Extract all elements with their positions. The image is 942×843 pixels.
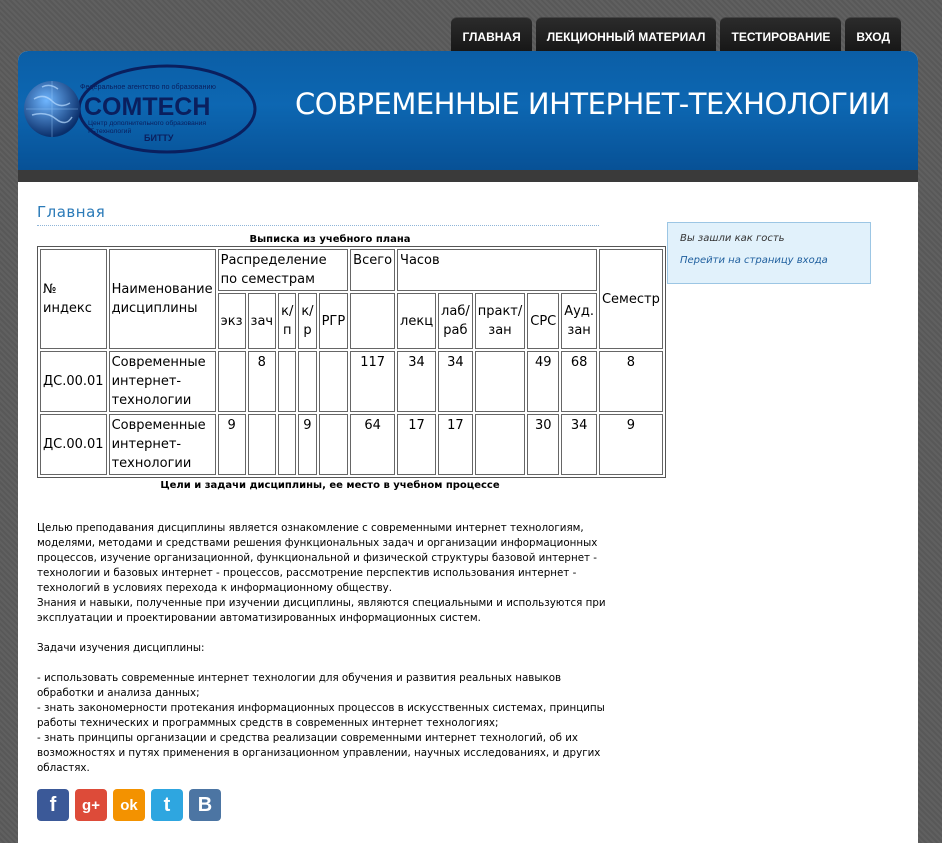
social-share-bar — [37, 789, 604, 821]
cell-exam — [218, 351, 246, 412]
tasks-title: Задачи изучения дисциплины: — [37, 642, 205, 654]
cell-kr: 9 — [298, 414, 316, 475]
subheader-cell: экз — [218, 293, 246, 349]
task-item: - знать закономерности протекания информационных процессов в искусственных системах, принципы работы технических и программных средств в современных интернет технологиях; — [37, 702, 605, 729]
cell-rgr — [319, 414, 349, 475]
cell-kr — [298, 351, 316, 412]
twitter-icon[interactable]: t — [151, 789, 183, 821]
cell-srs: 30 — [527, 414, 559, 475]
page-heading: Главная — [37, 203, 599, 226]
cell-kp — [278, 414, 296, 475]
description-paragraph: Целью преподавания дисциплины является ознакомление с современными интернет технологиям, моделями, методами и средствами решения функциональных задач и организации информационных процессов, изучение организационной, функциональной и физической структуры базовой интернет - технологии и базовых интернет - процессов, рассмотрение перспектив использования интернет - технологий в условиях перехода к информационному обществу. — [37, 522, 598, 594]
task-item: - знать принципы организации и средства реализации современными интернет технологий, об их возможностях и путях применения в организационном управлении, научных исследованиях, и других областях. — [37, 732, 601, 774]
table-caption: Выписка из учебного плана — [249, 234, 411, 245]
cell-lect: 34 — [397, 351, 436, 412]
cell-srs: 49 — [527, 351, 559, 412]
nav-tab-home[interactable]: ГЛАВНАЯ — [451, 17, 531, 53]
cell-pract — [475, 414, 526, 475]
main-content — [37, 203, 660, 821]
comtech-logo[interactable] — [22, 63, 258, 155]
cell-aud: 34 — [561, 414, 597, 475]
svg-text:Федеральное агентство по образ: Федеральное агентство по образованию — [80, 82, 216, 91]
svg-text:COMTECH: COMTECH — [84, 93, 211, 121]
description-paragraph: Знания и навыки, полученные при изучении дисциплины, являются специальными и используются при эксплуатации и проектировании автоматизированных информационных систем. — [37, 597, 606, 624]
page-container — [18, 51, 918, 843]
cell-index: ДС.00.01 — [40, 351, 107, 412]
goals-caption: Цели и задачи дисциплины, ее место в учебном процессе — [160, 480, 500, 491]
cell-index: ДС.00.01 — [40, 414, 107, 475]
odnoklassniki-icon[interactable]: ok — [113, 789, 145, 821]
header-name: Наименование дисциплины — [109, 249, 216, 349]
guest-status-text: Вы зашли как гость — [680, 233, 785, 244]
task-item: - использовать современные интернет технологии для обучения и развития реальных навыков обработки и анализа данных; — [37, 672, 562, 699]
subheader-cell — [350, 293, 395, 349]
cell-aud: 68 — [561, 351, 597, 412]
svg-text:БИТТУ: БИТТУ — [144, 133, 174, 143]
header-total: Всего — [350, 249, 395, 291]
vkontakte-icon[interactable]: B — [189, 789, 221, 821]
svg-text:IT-технологий: IT-технологий — [88, 128, 132, 135]
subheader-cell: Ауд. зан — [561, 293, 597, 349]
cell-semester: 9 — [599, 414, 663, 475]
cell-kp — [278, 351, 296, 412]
subheader-cell: лаб/ раб — [438, 293, 473, 349]
cell-credit: 8 — [248, 351, 277, 412]
subheader-cell: СРС — [527, 293, 559, 349]
cell-name: Современные интернет-технологии — [109, 351, 216, 412]
nav-tab-testing[interactable]: ТЕСТИРОВАНИЕ — [720, 17, 841, 53]
header-index: № индекс — [40, 249, 107, 349]
site-title: СОВРЕМЕННЫЕ ИНТЕРНЕТ-ТЕХНОЛОГИИ — [295, 87, 890, 121]
nav-tab-login[interactable]: ВХОД — [845, 17, 901, 53]
discipline-description — [37, 521, 607, 776]
subheader-cell: практ/ зан — [475, 293, 526, 349]
top-navigation — [451, 17, 901, 53]
cell-total: 64 — [350, 414, 395, 475]
svg-text:Центр дополнительного образова: Центр дополнительного образования — [88, 120, 207, 127]
table-row — [40, 414, 663, 475]
cell-name: Современные интернет-технологии — [109, 414, 216, 475]
header-semester: Семестр — [599, 249, 663, 349]
subheader-cell: РГР — [319, 293, 349, 349]
subheader-cell: лекц — [397, 293, 436, 349]
header-banner — [18, 51, 918, 170]
header-divider — [18, 170, 918, 182]
google-plus-icon[interactable]: g+ — [75, 789, 107, 821]
cell-lab: 17 — [438, 414, 473, 475]
login-page-link[interactable]: Перейти на страницу входа — [680, 255, 828, 266]
cell-exam: 9 — [218, 414, 246, 475]
cell-total: 117 — [350, 351, 395, 412]
table-header-row — [40, 249, 663, 291]
cell-credit — [248, 414, 277, 475]
subheader-cell: к/р — [298, 293, 316, 349]
cell-lab: 34 — [438, 351, 473, 412]
cell-lect: 17 — [397, 414, 436, 475]
subheader-cell: к/п — [278, 293, 296, 349]
table-row — [40, 351, 663, 412]
nav-tab-lectures[interactable]: ЛЕКЦИОННЫЙ МАТЕРИАЛ — [536, 17, 717, 53]
login-status-box — [667, 222, 871, 284]
header-hours: Часов — [397, 249, 597, 291]
header-distribution: Распределение по семестрам — [218, 249, 349, 291]
facebook-icon[interactable]: f — [37, 789, 69, 821]
cell-pract — [475, 351, 526, 412]
cell-rgr — [319, 351, 349, 412]
subheader-cell: зач — [248, 293, 277, 349]
cell-semester: 8 — [599, 351, 663, 412]
curriculum-table — [37, 246, 666, 478]
